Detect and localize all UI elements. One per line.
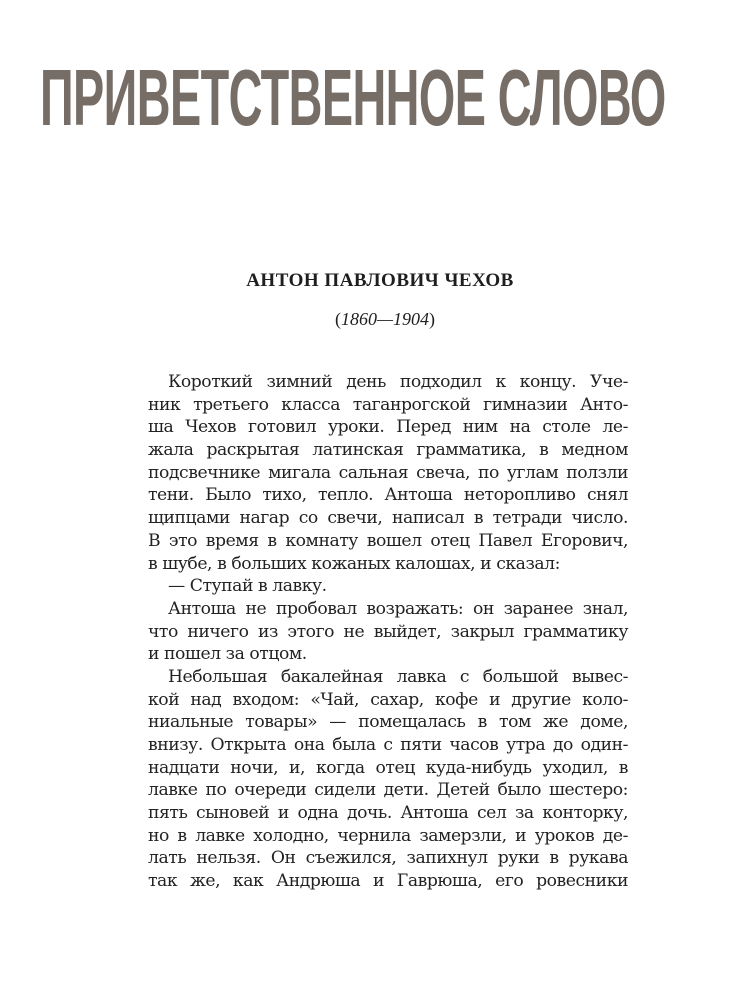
text-line: лать нельзя. Он съежился, запихнул руки в рукава: [148, 848, 628, 869]
text-line: тени. Было тихо, тепло. Антоша неторопливо снял: [148, 485, 628, 506]
text-line: что ничего из этого не выйдет, закрыл грамматику: [148, 621, 628, 642]
author-heading: АНТОН ПАВЛОВИЧ ЧЕХОВ: [246, 270, 514, 291]
text-line: пять сыновей и одна дочь. Антоша сел за конторку,: [148, 803, 628, 824]
text-line: внизу. Открыта она была с пяти часов утра до один-: [148, 735, 628, 755]
text-line: ник третьего класса таганрогской гимназии Анто-: [148, 394, 628, 415]
text-line: В это время в комнату вошел отец Павел Егорович,: [148, 530, 628, 551]
text-line: ниальные товары» — помещалась в том же доме,: [148, 712, 628, 733]
text-line: ша Чехов готовил уроки. Перед ним на столе ле-: [148, 417, 628, 438]
text-line: жала раскрытая латинская грамматика, в медном: [148, 440, 628, 461]
text-line: и пошел за отцом.: [148, 644, 307, 665]
text-line: Короткий зимний день подходил к концу. Уче-: [168, 372, 628, 392]
text-line: — Ступай в лавку.: [168, 576, 327, 597]
text-line: лавке по очереди сидели дети. Детей было шестеро:: [148, 780, 628, 801]
years-close-paren: ): [429, 309, 435, 329]
text-line: но в лавке холодно, чернила замерзли, и уроков де-: [148, 825, 628, 846]
text-line: подсвечнике мигала сальная свеча, по углам ползли: [148, 462, 628, 483]
author-years: [0, 309, 750, 330]
text-line: в шубе, в больших кожаных калошах, и сказал:: [148, 553, 560, 574]
body-text: [148, 371, 628, 893]
section-title: ПРИВЕТСТВЕННОЕ СЛОВО: [40, 53, 666, 142]
text-line: Небольшая бакалейная лавка с большой вывес-: [168, 666, 628, 687]
text-line: кой над входом: «Чай, сахар, кофе и другие коло-: [148, 689, 628, 710]
text-line: так же, как Андрюша и Гаврюша, его ровесники: [148, 871, 628, 892]
text-line: Антоша не пробовал возражать: он заранее знал,: [168, 598, 628, 619]
text-line: надцати ночи, и, когда отец куда-нибудь уходил, в: [148, 757, 628, 778]
years-range: 1860—1904: [340, 309, 429, 329]
text-line: щипцами нагар со свечи, написал в тетради число.: [148, 508, 628, 529]
years-open-paren: (: [334, 309, 341, 329]
